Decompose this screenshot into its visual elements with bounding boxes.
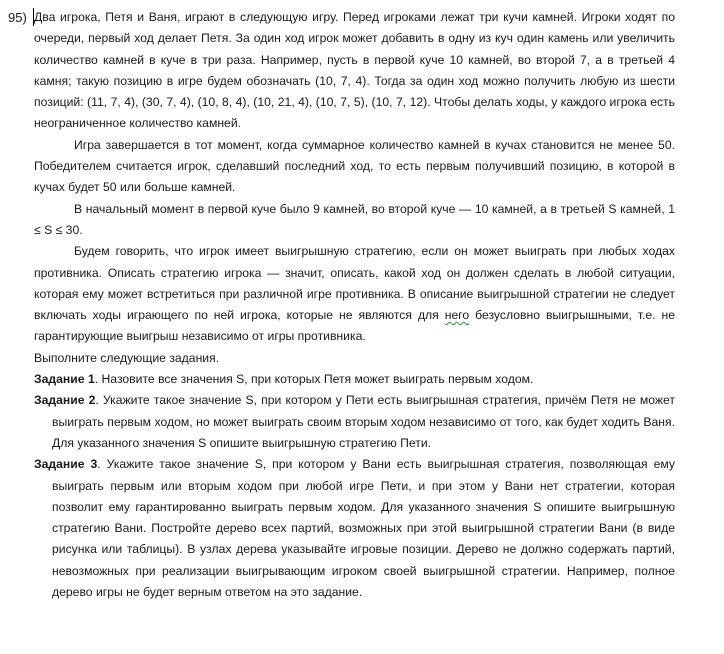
task-3-label: Задание 3 — [34, 457, 98, 472]
strategy-text-after: безусловно выигрышными, т.е. не гарантирующие выигрыш независимо от игры противника. — [34, 308, 675, 344]
strategy-text-before: Будем говорить, что игрок имеет выигрышную стратегию, если он может выиграть при любых ходах противника. Описать стратегию игрока — значит, описать, какой ход он должен сделать в любой ситуации, которая ему может встретиться при различной игре противника. В описание выигрышной стратегии не следует включать ходы играющего по ней игрока, которые не являются для — [34, 244, 675, 323]
paragraph-instructions: Выполните следующие задания. — [34, 350, 220, 365]
problem-text[interactable] — [34, 7, 675, 603]
paragraph-initial-state: В начальный момент в первой куче было 9 камней, во второй куче — 10 камней, а в третьей S камней, 1 ≤ S ≤ 30. — [34, 201, 675, 237]
problem-number: 95) — [8, 10, 27, 25]
task-1 — [34, 369, 675, 390]
task-1-label: Задание 1 — [34, 372, 95, 387]
paragraph-ending: Игра завершается в тот момент, когда суммарное количество камней в кучах становится не менее 50. Победителем считается игрок, сделавший последний ход, то есть первым получивший позицию, в которой в кучах будет 50 или больше камней. — [34, 137, 675, 195]
task-1-text: . Назовите все значения S, при которых Петя может выиграть первым ходом. — [94, 372, 534, 387]
task-2-label: Задание 2 — [34, 393, 96, 408]
task-3 — [34, 454, 675, 603]
paragraph-rules: Два игрока, Петя и Ваня, играют в следующую игру. Перед игроками лежат три кучи камней. Игроки ходят по очереди, первый ход делает Петя. За один ход игрок может добавить в одну из куч один камень или увеличить количество камней в куче в три раза. Например, пусть в первой куче 10 камней, во второй 7, а в третьей 4 камня; такую позицию в игре будем обозначать (10, 7, 4). Тогда за один ход можно получить любую из шести позиций: (11, 7, 4), (30, 7, 4), (10, 8, 4), (10, 21, 4), (10, 7, 5), (10, 7, 12). Чтобы делать ходы, у каждого игрока есть неограниченное количество камней. — [34, 10, 675, 131]
paragraph-strategy-definition — [34, 241, 675, 347]
task-2 — [34, 390, 675, 454]
task-2-text: . Укажите такое значение S, при котором у Пети есть выигрышная стратегия, причём Петя не может выиграть первым ходом, но может выиграть своим вторым ходом независимо от того, как будет ходить Ваня. Для указанного значения S опишите выигрышную стратегию Пети. — [52, 393, 675, 450]
spellcheck-flagged-word[interactable]: него — [444, 308, 470, 323]
task-3-text: . Укажите такое значение S, при котором у Вани есть выигрышная стратегия, позволяющая ему выиграть первым или вторым ходом при любой игре Пети, и при этом у Вани нет стратегии, которая позволит ему гарантированно выиграть первым ходом. Для указанного значения S опишите выигрышную стратегию Вани. Постройте дерево всех партий, возможных при этой выигрышной стратегии Вани (в виде рисунка или таблицы). В узлах дерева указывайте игровые позиции. Дерево не должно содержать партий, невозможных при реализации выигрывающим игроком своей выигрышной стратегии. Например, полное дерево игры не будет верным ответом на это задание. — [52, 457, 675, 600]
